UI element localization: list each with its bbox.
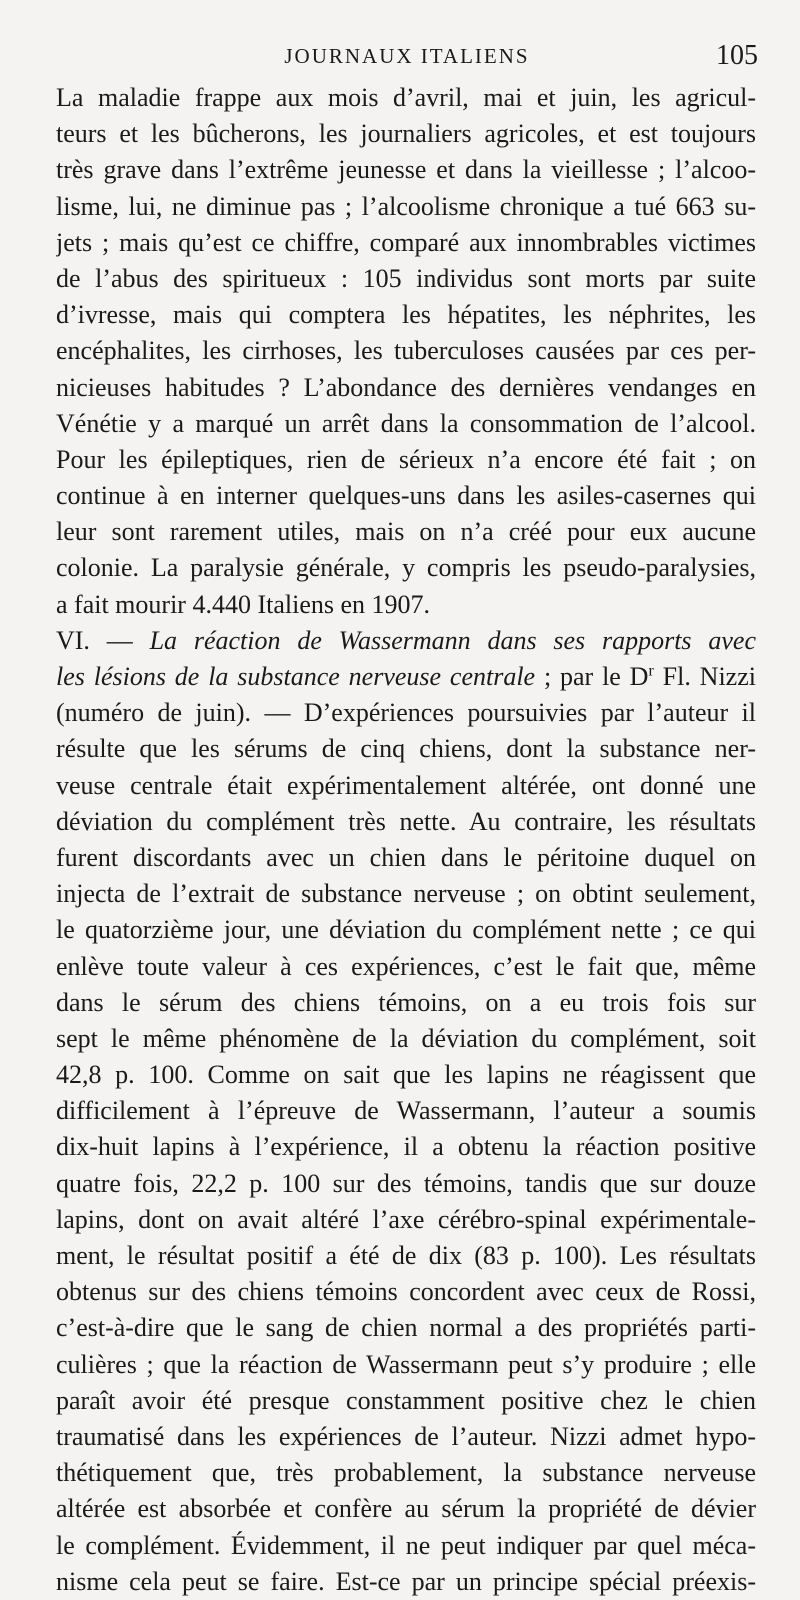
body-text — [56, 80, 756, 1600]
text-line: nicieuses habitudes ? L’abondance des dernières vendanges en — [56, 372, 756, 402]
text-line: encéphalites, les cirrhoses, les tuberculoses causées par ces per- — [56, 336, 756, 366]
text-segment: Fl. Nizzi — [653, 662, 756, 691]
text-line: teurs et les bûcherons, les journaliers agricoles, et est toujours — [56, 119, 756, 149]
text-line: obtenus sur des chiens témoins concordent avec ceux de Rossi, — [56, 1277, 756, 1307]
page-number: 105 — [716, 40, 758, 71]
text-line: lisme, lui, ne diminue pas ; l’alcoolisme chronique a tué 663 su- — [56, 191, 756, 221]
text-line: quatre fois, 22,2 p. 100 sur des témoins, tandis que sur douze — [56, 1168, 756, 1198]
text-line: thétiquement que, très probablement, la substance nerveuse — [56, 1458, 756, 1488]
text-line: c’est-à-dire que le sang de chien normal a des propriétés parti- — [56, 1313, 756, 1343]
text-segment: VI. — — [56, 625, 150, 655]
text-line: le quatorzième jour, une déviation du complément nette ; ce qui — [56, 915, 756, 945]
text-line: enlève toute valeur à ces expériences, c’est le fait que, même — [56, 951, 756, 981]
text-line: lapins, dont on avait altéré l’axe cérébro-spinal expérimentale- — [56, 1204, 756, 1234]
text-line: d’ivresse, mais qui comptera les hépatites, les néphrites, les — [56, 300, 756, 330]
italic-text: La réaction de Wassermann dans ses rapports avec — [149, 625, 756, 655]
text-line: paraît avoir été presque constamment positive chez le chien — [56, 1385, 756, 1415]
text-line: difficilement à l’épreuve de Wassermann, l’auteur a soumis — [56, 1096, 756, 1126]
text-line: leur sont rarement utiles, mais on n’a créé pour eux aucune — [56, 517, 756, 547]
text-line: dix-huit lapins à l’expérience, il a obtenu la réaction positive — [56, 1132, 756, 1162]
text-line: de l’abus des spiritueux : 105 individus sont morts par suite — [56, 263, 756, 293]
text-line: ment, le résultat positif a été de dix (83 p. 100). Les résultats — [56, 1241, 756, 1270]
text-line: dans le sérum des chiens témoins, on a eu trois fois sur — [56, 987, 756, 1017]
text-line: furent discordants avec un chien dans le péritoine duquel on — [56, 842, 756, 872]
text-line: La maladie frappe aux mois d’avril, mai et juin, les agricul- — [56, 83, 756, 112]
text-line: jets ; mais qu’est ce chiffre, comparé aux innombrables victimes — [56, 227, 756, 257]
text-line: 42,8 p. 100. Comme on sait que les lapins ne réagissent que — [56, 1060, 756, 1090]
text-line: traumatisé dans les expériences de l’auteur. Nizzi admet hypo- — [56, 1421, 756, 1451]
text-line: veuse centrale était expérimentalement altérée, ont donné une — [56, 770, 756, 800]
text-line — [56, 659, 756, 695]
superscript-text: r — [648, 662, 654, 680]
text-segment: ; par le D — [535, 662, 649, 691]
running-title: JOURNAUX ITALIENS — [284, 44, 530, 68]
text-line — [56, 623, 756, 659]
text-line: culières ; que la réaction de Wassermann peut s’y produire ; elle — [56, 1349, 756, 1379]
text-line: injecta de l’extrait de substance nerveuse ; on obtint seulement, — [56, 879, 756, 909]
text-line: Pour les épileptiques, rien de sérieux n’a encore été fait ; on — [56, 444, 756, 474]
text-line: a fait mourir 4.440 Italiens en 1907. — [56, 589, 431, 619]
text-line: (numéro de juin). — D’expériences poursuivies par l’auteur il — [56, 698, 756, 728]
text-line: nisme cela peut se faire. Est-ce par un principe spécial préexis- — [56, 1566, 756, 1596]
page-header — [56, 38, 758, 78]
text-line: colonie. La paralysie générale, y compris les pseudo-paralysies, — [56, 553, 756, 583]
text-line: très grave dans l’extrême jeunesse et dans la vieillesse ; l’alcoo- — [56, 155, 756, 185]
text-line: sept le même phénomène de la déviation du complément, soit — [56, 1023, 756, 1053]
text-line: déviation du complément très nette. Au contraire, les résultats — [56, 806, 756, 836]
text-line: résulte que les sérums de cinq chiens, dont la substance ner- — [56, 734, 756, 764]
text-line: continue à en interner quelques-uns dans les asiles-casernes qui — [56, 481, 756, 511]
text-line: altérée est absorbée et confère au sérum la propriété de dévier — [56, 1494, 756, 1524]
text-line: Vénétie y a marqué un arrêt dans la consommation de l’alcool. — [56, 408, 756, 438]
text-line: le complément. Évidemment, il ne peut indiquer par quel méca- — [56, 1530, 756, 1560]
italic-text: les lésions de la substance nerveuse centrale — [56, 662, 536, 691]
